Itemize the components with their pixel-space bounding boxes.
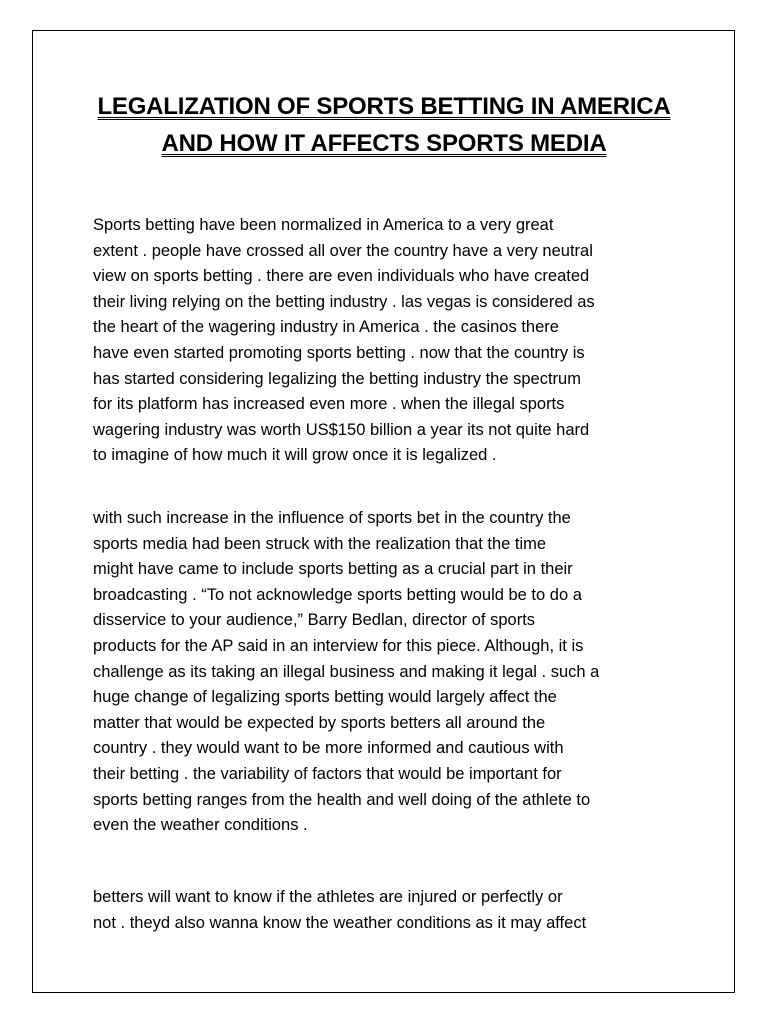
document-title: LEGALIZATION OF SPORTS BETTING IN AMERICA AND HOW IT AFFECTS SPORTS MEDIA	[97, 93, 671, 157]
paragraph-2: with such increase in the influence of sports bet in the country the sports media had been struck with the realization that the time might have came to include sports betting as a crucial part in their broadcasting . “To not acknowledge sports betting would be to do a disservice to your audience,” Barry Bedlan, director of sports products for the AP said in an interview for this piece. Although, it is challenge as its taking an illegal business and making it legal . such a huge change of legalizing sports betting would largely affect the matter that would be expected by sports betters all around the country . they would want to be more informed and cautious with their betting . the variability of factors that would be important for sports betting ranges from the health and well doing of the athlete to even the weather conditions .	[93, 509, 600, 835]
paragraph-1: Sports betting have been normalized in America to a very great extent . people have crossed all over the country have a very neutral view on sports betting . there are even individuals who have created their living relying on the betting industry . las vegas is considered as the heart of the wagering industry in America . the casinos there have even started promoting sports betting . now that the country is has started considering legalizing the betting industry the spectrum for its platform has increased even more . when the illegal sports wagering industry was worth US$150 billion a year its not quite hard to imagine of how much it will grow once it is legalized .	[93, 216, 595, 465]
paragraph-3: betters will want to know if the athletes are injured or perfectly or not . theyd also wanna know the weather conditions as it may affect	[93, 888, 587, 932]
